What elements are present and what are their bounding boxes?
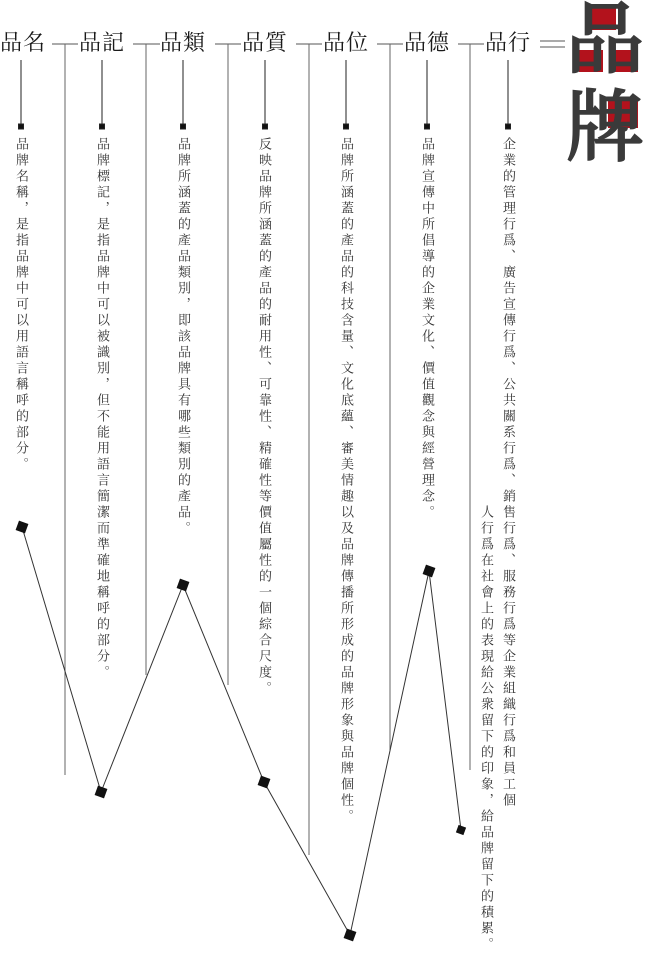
- pointer-dot: [344, 124, 349, 129]
- zigzag-node: [177, 579, 190, 592]
- pointer-dot: [100, 124, 105, 129]
- pointer-dot: [19, 124, 24, 129]
- zigzag-node: [423, 565, 436, 578]
- header-pinming: 品名: [0, 31, 47, 56]
- description-pinwei: 品牌所涵蓋的產品的科技含量、文化底蘊、審美情趣以及品牌傳播所形成的品牌形象與品牌個性。: [338, 137, 353, 825]
- description-pinzhi: 反映品牌所涵蓋的產品的耐用性、可靠性、精確性等價值屬性的一個綜合尺度。: [256, 137, 271, 697]
- description-pinlei: 品牌所涵蓋的產品類別，即該品牌具有哪些類別的產品。: [175, 137, 190, 537]
- zigzag-node: [258, 776, 271, 789]
- header-pinwei: 品位: [323, 31, 370, 56]
- header-pinde: 品德: [404, 31, 451, 56]
- zigzag-node: [95, 786, 108, 799]
- description-pinde: 品牌宣傳中所倡導的企業文化、價值觀念與經營理念。: [419, 137, 434, 521]
- brand-char-pai: 牌: [566, 82, 645, 173]
- pointer-dot: [425, 124, 430, 129]
- zigzag-node: [456, 825, 466, 835]
- pointer-dot: [506, 124, 511, 129]
- zigzag-node: [16, 521, 29, 534]
- zigzag-node: [344, 929, 357, 942]
- pointer-dot: [263, 124, 268, 129]
- header-pinzhi: 品質: [242, 31, 289, 56]
- description-pinming: 品牌名稱，是指品牌中可以用語言稱呼的部分。: [13, 137, 28, 473]
- header-pinxing: 品行: [485, 31, 532, 56]
- description-pinxing-line2: 人行爲在社會上的表現給公衆留下的印象，給品牌留下的積累。: [478, 505, 493, 953]
- pointer-dot: [181, 124, 186, 129]
- description-pinji: 品牌標記，是指品牌中可以被識別，但不能用語言簡潔而準確地稱呼的部分。: [94, 137, 109, 681]
- description-pinxing-line1: 企業的管理行爲、廣告宣傳行爲、公共關系行爲、銷售行爲、服務行爲等企業組織行爲和員工個: [500, 137, 515, 809]
- header-pinlei: 品類: [160, 31, 207, 56]
- brand-char-pin: 品: [566, 0, 645, 85]
- zigzag-line: [22, 527, 461, 935]
- header-pinji: 品記: [79, 31, 126, 56]
